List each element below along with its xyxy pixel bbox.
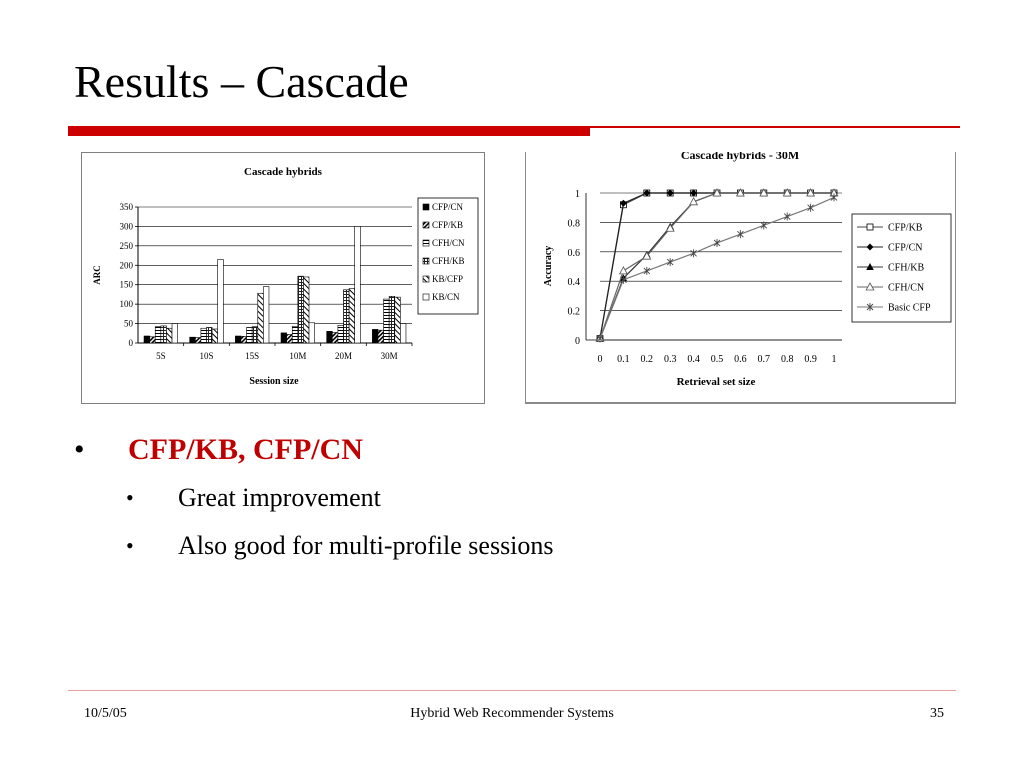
bar-cfp-cn-5s — [144, 336, 150, 343]
bar-cfh-cn-5s — [155, 327, 161, 343]
bar-cfp-kb-10m — [287, 334, 293, 343]
legend-label: CFP/CN — [432, 202, 464, 212]
legend-swatch — [423, 276, 429, 282]
x-tick-label: 10M — [289, 351, 307, 361]
bar-kb-cfp-30m — [395, 297, 401, 343]
bar-kb-cfp-15s — [258, 293, 264, 343]
legend-marker — [867, 224, 873, 230]
bar-chart-panel — [81, 152, 485, 404]
legend-label: CFP/CN — [888, 242, 923, 254]
legend-swatch — [423, 294, 429, 300]
point-basic-cfp — [644, 267, 650, 275]
x-tick-label: 0.1 — [617, 354, 630, 365]
x-tick-label: 1 — [831, 354, 837, 365]
line-chart-title: Cascade hybrids - 30M — [680, 152, 800, 162]
title-rule — [68, 126, 590, 136]
bullet-dot: • — [74, 433, 85, 466]
bar-kb-cn-20m — [355, 226, 361, 343]
bar-chart-legend — [418, 198, 478, 314]
line-chart-ylabel: Accuracy — [543, 245, 554, 287]
point-cfh-cn — [620, 267, 628, 274]
x-tick-label: 30M — [380, 351, 398, 361]
y-tick-label: 350 — [119, 202, 133, 212]
y-tick-label: 300 — [119, 221, 133, 232]
bar-kb-cfp-10s — [212, 329, 218, 343]
x-tick-label: 0.3 — [663, 354, 677, 365]
point-basic-cfp — [737, 230, 743, 238]
bar-cfp-cn-20m — [327, 331, 333, 343]
bar-cfh-cn-10s — [201, 328, 207, 343]
y-tick-label: 0 — [128, 338, 133, 348]
y-tick-label: 0.4 — [567, 277, 580, 289]
bar-kb-cfp-20m — [349, 289, 355, 343]
legend-swatch — [423, 240, 429, 246]
bar-cfp-kb-15s — [241, 336, 247, 343]
bar-kb-cn-10m — [309, 323, 315, 343]
bar-cfh-kb-20m — [344, 290, 350, 343]
sub-bullet-text: Also good for multi-profile sessions — [178, 531, 554, 560]
bar-cfh-cn-15s — [247, 327, 253, 343]
point-basic-cfp — [714, 239, 720, 247]
point-basic-cfp — [784, 213, 790, 221]
x-tick-label: 5S — [156, 351, 166, 361]
bar-cfp-cn-10m — [281, 333, 287, 343]
bar-cfh-kb-15s — [252, 327, 258, 343]
point-basic-cfp — [667, 258, 673, 266]
x-tick-label: 15S — [245, 351, 260, 361]
sub-bullet-text: Great improvement — [178, 483, 381, 512]
y-tick-label: 0.6 — [567, 247, 580, 259]
y-tick-label: 200 — [119, 260, 133, 271]
bar-chart — [82, 153, 484, 403]
bullet-text: CFP/KB, CFP/CN — [128, 433, 363, 466]
line-chart-grid — [568, 189, 843, 365]
y-tick-label: 150 — [119, 279, 133, 290]
x-tick-label: 0.5 — [710, 354, 724, 365]
bar-cfh-kb-30m — [389, 296, 395, 343]
bar-cfp-kb-5s — [150, 337, 156, 343]
bar-cfh-kb-5s — [161, 326, 167, 343]
bar-cfh-kb-10s — [207, 327, 213, 343]
bar-cfp-cn-30m — [372, 329, 378, 343]
legend-label: CFH/KB — [432, 256, 465, 266]
legend-label: Basic CFP — [888, 302, 931, 314]
bar-kb-cn-5s — [172, 324, 178, 343]
line-chart-legend — [852, 214, 951, 322]
legend-label: KB/CN — [432, 292, 460, 302]
x-tick-label: 10S — [199, 351, 214, 361]
bar-cfh-cn-30m — [384, 299, 390, 343]
legend-swatch — [423, 222, 429, 228]
legend-label: CFP/KB — [888, 222, 923, 234]
line-chart-xlabel: Retrieval set size — [676, 376, 756, 388]
point-basic-cfp — [808, 204, 814, 212]
bar-cfp-cn-15s — [235, 336, 241, 343]
y-tick-label: 100 — [119, 299, 133, 310]
sub-bullet-dot: • — [126, 533, 134, 558]
x-tick-label: 0.6 — [734, 354, 747, 365]
bar-cfh-cn-20m — [338, 326, 344, 343]
bar-cfp-kb-10s — [195, 338, 201, 343]
legend-label: KB/CFP — [432, 274, 464, 284]
bar-kb-cn-30m — [400, 324, 406, 343]
x-tick-label: 20M — [334, 351, 353, 361]
y-tick-label: 0.8 — [567, 218, 580, 230]
legend-label: CFH/KB — [888, 262, 925, 274]
bar-kb-cfp-5s — [166, 328, 172, 343]
title-rule-thin — [590, 126, 960, 128]
x-tick-label: 0.2 — [640, 354, 654, 365]
bar-kb-cn-15s — [263, 287, 269, 343]
legend-swatch — [423, 204, 429, 210]
y-tick-label: 50 — [124, 318, 133, 329]
legend-label: CFH/CN — [432, 238, 465, 248]
line-chart — [526, 152, 955, 402]
bar-cfh-cn-10m — [292, 326, 298, 343]
y-tick-label: 0 — [575, 336, 580, 347]
bar-chart-title: Cascade hybrids — [244, 166, 322, 178]
bar-cfp-kb-20m — [332, 333, 338, 343]
slide-title: Results – Cascade — [74, 56, 409, 107]
y-tick-label: 0.2 — [567, 306, 580, 318]
footer-rule — [68, 690, 956, 691]
bar-chart-ylabel: ARC — [92, 265, 102, 285]
sub-bullet-item — [74, 528, 554, 564]
sub-bullet-dot: • — [126, 485, 134, 510]
bar-cfp-kb-30m — [378, 330, 384, 343]
y-tick-label: 1 — [575, 189, 580, 200]
bar-cfp-cn-10s — [190, 337, 196, 343]
point-basic-cfp — [691, 249, 697, 257]
sub-bullet-item — [74, 480, 554, 516]
x-tick-label: 0.9 — [804, 354, 817, 365]
x-tick-label: 0.8 — [780, 354, 794, 365]
bullet-item — [74, 430, 554, 470]
x-tick-label: 0.4 — [687, 354, 700, 365]
line-chart-panel — [525, 152, 956, 404]
bar-kb-cfp-10m — [303, 277, 309, 343]
bar-chart-bars — [144, 226, 412, 361]
legend-label: CFH/CN — [888, 282, 925, 294]
legend-swatch — [423, 258, 429, 264]
bar-chart-xlabel: Session size — [249, 376, 299, 387]
bullet-list — [74, 430, 554, 564]
series-line-cfh-kb — [600, 193, 834, 339]
footer-title: Hybrid Web Recommender Systems — [410, 706, 614, 721]
line-chart-lines — [596, 189, 838, 343]
bar-kb-cn-10s — [218, 259, 224, 343]
legend-label: CFP/KB — [432, 220, 464, 230]
x-tick-label: 0 — [597, 354, 603, 365]
bar-cfh-kb-10m — [298, 276, 304, 343]
page-number: 35 — [930, 706, 944, 721]
footer-date: 10/5/05 — [84, 706, 127, 721]
y-tick-label: 250 — [119, 240, 133, 251]
series-line-basic-cfp — [600, 197, 834, 338]
x-tick-label: 0.7 — [757, 354, 771, 365]
